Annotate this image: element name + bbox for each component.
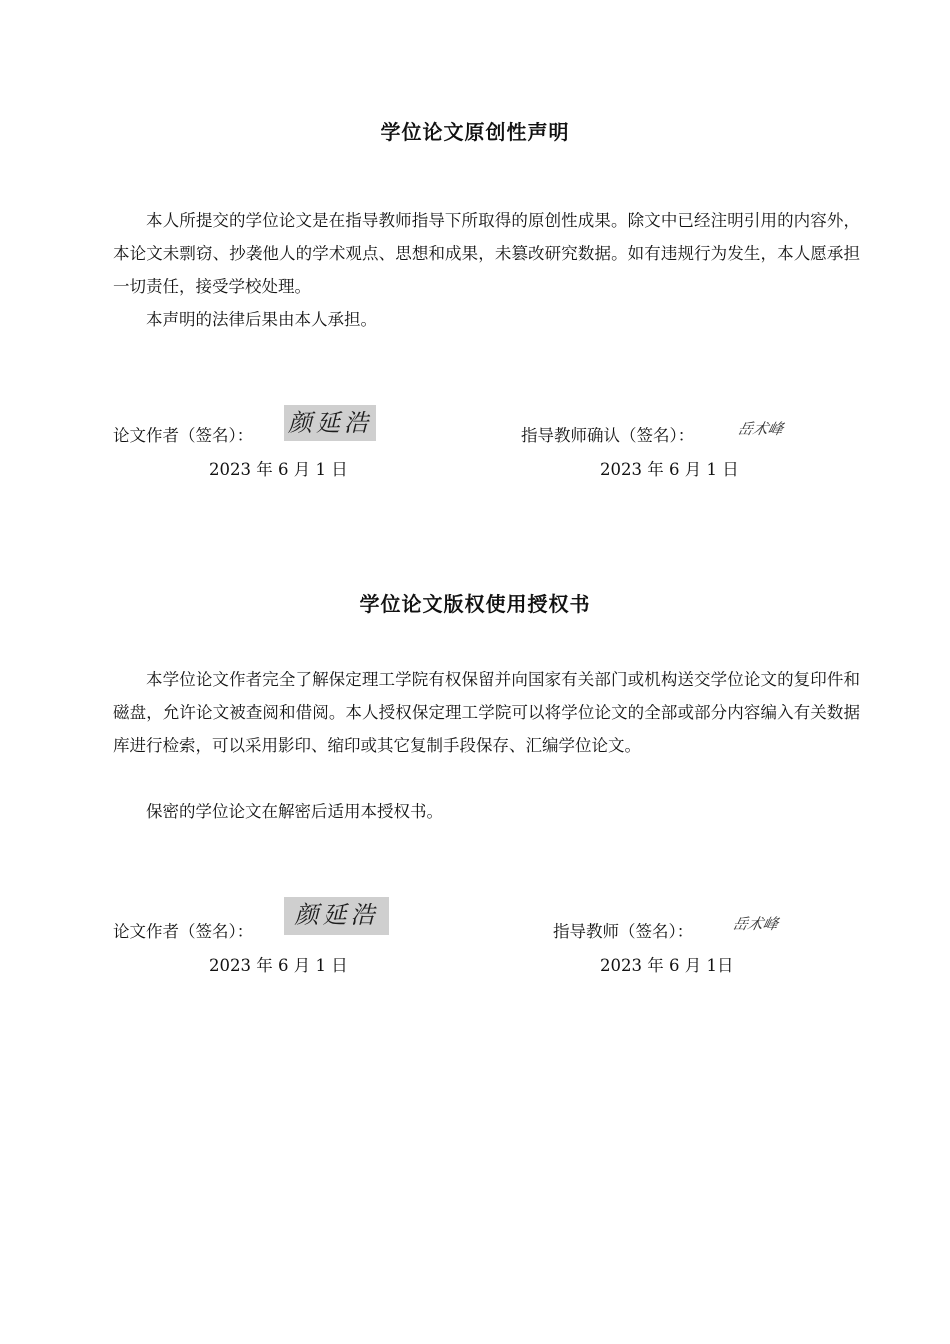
authorization-paragraph-2: 保密的学位论文在解密后适用本授权书。 bbox=[146, 802, 443, 821]
authorization-title: 学位论文版权使用授权书 bbox=[359, 592, 591, 616]
declaration-supervisor-signature: 岳术峰 bbox=[735, 420, 785, 438]
declaration-paragraph-2: 本声明的法律后果由本人承担。 bbox=[146, 310, 377, 329]
authorization-author-date: 2023 年 6 月 1 日 bbox=[209, 956, 348, 975]
authorization-supervisor-signature: 岳术峰 bbox=[730, 915, 780, 933]
declaration-supervisor-label: 指导教师确认（签名）： bbox=[521, 426, 695, 445]
declaration-title: 学位论文原创性声明 bbox=[380, 120, 570, 144]
authorization-author-label: 论文作者（签名）： bbox=[113, 922, 254, 941]
declaration-author-signature: 颜延浩 bbox=[284, 405, 376, 441]
declaration-author-label: 论文作者（签名）： bbox=[113, 426, 254, 445]
authorization-supervisor-date: 2023 年 6 月 1日 bbox=[600, 956, 734, 975]
authorization-paragraph-1: 本学位论文作者完全了解保定理工学院有权保留并向国家有关部门或机构送交学位论文的复印件和磁盘，允许论文被查阅和借阅。本人授权保定理工学院可以将学位论文的全部或部分内容编入有关数据库进行检索，可以采用影印、缩印或其它复制手段保存、汇编学位论文。 bbox=[113, 670, 860, 755]
authorization-supervisor-label: 指导教师（签名）： bbox=[553, 922, 694, 941]
declaration-author-date: 2023 年 6 月 1 日 bbox=[209, 460, 348, 479]
declaration-paragraph-1: 本人所提交的学位论文是在指导教师指导下所取得的原创性成果。除文中已经注明引用的内容外，本论文未剽窃、抄袭他人的学术观点、思想和成果，未篡改研究数据。如有违规行为发生，本人愿承担一切责任，接受学校处理。 bbox=[113, 211, 860, 296]
authorization-author-signature: 颜延浩 bbox=[284, 897, 389, 935]
declaration-supervisor-date: 2023 年 6 月 1 日 bbox=[600, 460, 739, 479]
